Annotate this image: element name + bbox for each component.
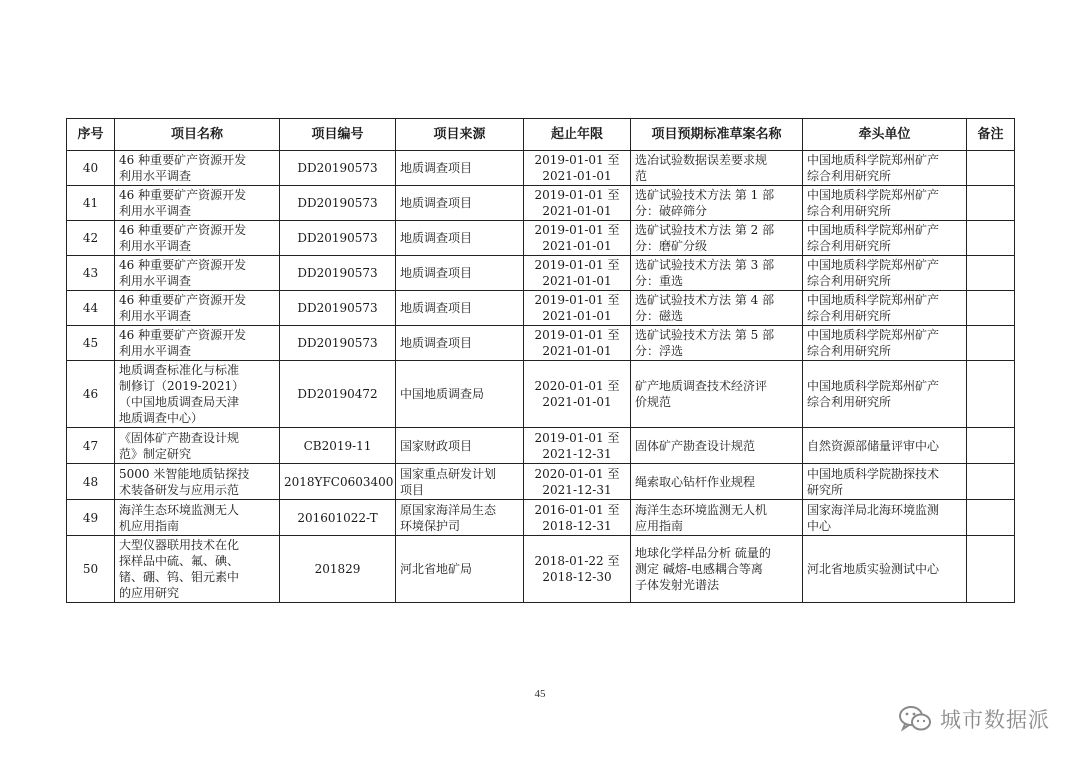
code-cell: DD20190573 [280,291,396,326]
page-number: 45 [534,688,546,700]
name-cell: 46 种重要矿产资源开发 利用水平调查 [115,326,280,361]
name-cell: 46 种重要矿产资源开发 利用水平调查 [115,151,280,186]
note-cell [967,221,1015,256]
period-cell: 2019-01-01 至 2021-01-01 [524,151,631,186]
code-cell: 2018YFC0603400 [280,464,396,500]
code-cell: DD20190472 [280,361,396,428]
source-cell: 地质调查项目 [396,256,524,291]
number-cell: 44 [67,291,115,326]
lead-cell: 自然资源部储量评审中心 [803,428,967,464]
source-cell: 地质调查项目 [396,221,524,256]
period-cell: 2018-01-22 至 2018-12-30 [524,536,631,603]
standards-table [66,118,1015,603]
code-cell: DD20190573 [280,326,396,361]
source-cell: 地质调查项目 [396,326,524,361]
lead-cell: 中国地质科学院郑州矿产 综合利用研究所 [803,291,967,326]
table-row [67,361,1015,428]
period-cell: 2019-01-01 至 2021-01-01 [524,221,631,256]
header-cell: 项目预期标准草案名称 [631,119,803,151]
source-cell: 国家财政项目 [396,428,524,464]
header-cell: 序号 [67,119,115,151]
header-cell: 项目编号 [280,119,396,151]
number-cell: 41 [67,186,115,221]
lead-cell: 国家海洋局北海环境监测 中心 [803,500,967,536]
standard-cell: 选矿试验技术方法 第 3 部 分：重选 [631,256,803,291]
number-cell: 43 [67,256,115,291]
note-cell [967,500,1015,536]
name-cell: 地质调查标准化与标准 制修订（2019-2021） （中国地质调查局天津 地质调查中心） [115,361,280,428]
lead-cell: 中国地质科学院勘探技术 研究所 [803,464,967,500]
table-row [67,326,1015,361]
source-cell: 河北省地矿局 [396,536,524,603]
period-cell: 2020-01-01 至 2021-12-31 [524,464,631,500]
header-cell: 备注 [967,119,1015,151]
number-cell: 40 [67,151,115,186]
table-row [67,500,1015,536]
header-cell: 项目来源 [396,119,524,151]
code-cell: 201829 [280,536,396,603]
name-cell: 海洋生态环境监测无人 机应用指南 [115,500,280,536]
note-cell [967,464,1015,500]
name-cell: 46 种重要矿产资源开发 利用水平调查 [115,256,280,291]
table-row [67,186,1015,221]
note-cell [967,151,1015,186]
source-cell: 地质调查项目 [396,151,524,186]
watermark [898,704,1050,734]
note-cell [967,536,1015,603]
standard-cell: 绳索取心钻杆作业规程 [631,464,803,500]
standard-cell: 选矿试验技术方法 第 2 部 分：磨矿分级 [631,221,803,256]
note-cell [967,361,1015,428]
period-cell: 2019-01-01 至 2021-01-01 [524,256,631,291]
number-cell: 50 [67,536,115,603]
note-cell [967,256,1015,291]
code-cell: CB2019-11 [280,428,396,464]
standard-cell: 矿产地质调查技术经济评 价规范 [631,361,803,428]
code-cell: 201601022-T [280,500,396,536]
standard-cell: 选矿试验技术方法 第 4 部 分：磁选 [631,291,803,326]
number-cell: 47 [67,428,115,464]
standard-cell: 固体矿产勘查设计规范 [631,428,803,464]
period-cell: 2019-01-01 至 2021-01-01 [524,186,631,221]
lead-cell: 中国地质科学院郑州矿产 综合利用研究所 [803,326,967,361]
table-row [67,221,1015,256]
lead-cell: 河北省地质实验测试中心 [803,536,967,603]
code-cell: DD20190573 [280,221,396,256]
period-cell: 2016-01-01 至 2018-12-31 [524,500,631,536]
source-cell: 地质调查项目 [396,186,524,221]
name-cell: 《固体矿产勘查设计规 范》制定研究 [115,428,280,464]
standard-cell: 选矿试验技术方法 第 1 部 分：破碎筛分 [631,186,803,221]
name-cell: 46 种重要矿产资源开发 利用水平调查 [115,221,280,256]
name-cell: 46 种重要矿产资源开发 利用水平调查 [115,291,280,326]
note-cell [967,428,1015,464]
source-cell: 中国地质调查局 [396,361,524,428]
period-cell: 2019-01-01 至 2021-01-01 [524,326,631,361]
table-row [67,428,1015,464]
lead-cell: 中国地质科学院郑州矿产 综合利用研究所 [803,186,967,221]
code-cell: DD20190573 [280,186,396,221]
source-cell: 原国家海洋局生态 环境保护司 [396,500,524,536]
header-cell: 起止年限 [524,119,631,151]
period-cell: 2020-01-01 至 2021-01-01 [524,361,631,428]
note-cell [967,291,1015,326]
table-row [67,464,1015,500]
name-cell: 大型仪器联用技术在化 探样品中硫、氟、碘、 锗、硼、钨、钼元素中 的应用研究 [115,536,280,603]
table-row [67,256,1015,291]
number-cell: 46 [67,361,115,428]
lead-cell: 中国地质科学院郑州矿产 综合利用研究所 [803,256,967,291]
header-cell: 项目名称 [115,119,280,151]
period-cell: 2019-01-01 至 2021-12-31 [524,428,631,464]
note-cell [967,186,1015,221]
number-cell: 42 [67,221,115,256]
table-header-row [67,119,1015,151]
name-cell: 5000 米智能地质钻探技 术装备研发与应用示范 [115,464,280,500]
code-cell: DD20190573 [280,151,396,186]
standard-cell: 选冶试验数据误差要求规 范 [631,151,803,186]
number-cell: 45 [67,326,115,361]
header-cell: 牵头单位 [803,119,967,151]
source-cell: 地质调查项目 [396,291,524,326]
table-row [67,536,1015,603]
lead-cell: 中国地质科学院郑州矿产 综合利用研究所 [803,151,967,186]
number-cell: 49 [67,500,115,536]
standard-cell: 选矿试验技术方法 第 5 部 分：浮选 [631,326,803,361]
standard-cell: 海洋生态环境监测无人机 应用指南 [631,500,803,536]
table-row [67,151,1015,186]
period-cell: 2019-01-01 至 2021-01-01 [524,291,631,326]
lead-cell: 中国地质科学院郑州矿产 综合利用研究所 [803,221,967,256]
note-cell [967,326,1015,361]
watermark-text: 城市数据派 [940,708,1050,732]
wechat-icon [898,705,932,733]
code-cell: DD20190573 [280,256,396,291]
standard-cell: 地球化学样品分析 硫量的 测定 碱熔-电感耦合等离 子体发射光谱法 [631,536,803,603]
lead-cell: 中国地质科学院郑州矿产 综合利用研究所 [803,361,967,428]
number-cell: 48 [67,464,115,500]
source-cell: 国家重点研发计划 项目 [396,464,524,500]
table-row [67,291,1015,326]
name-cell: 46 种重要矿产资源开发 利用水平调查 [115,186,280,221]
